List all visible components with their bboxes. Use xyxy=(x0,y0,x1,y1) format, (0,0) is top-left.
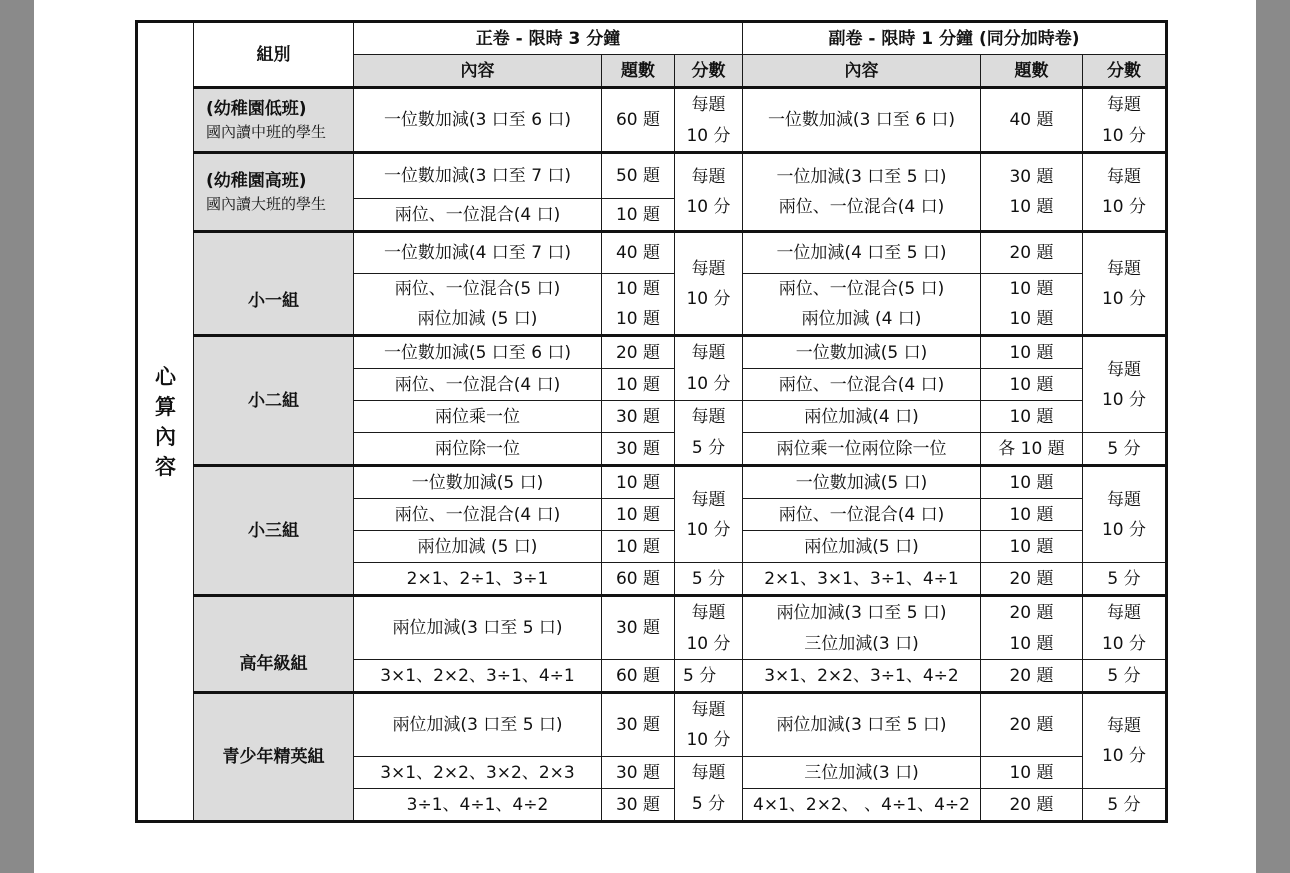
count-cell: 10 題 xyxy=(602,466,675,499)
content-line: 兩位、一位混合(4 口) xyxy=(778,197,945,217)
score-cell xyxy=(1083,693,1167,789)
score-cell xyxy=(675,232,743,336)
count-cell xyxy=(981,274,1083,336)
count-cell: 10 題 xyxy=(602,199,675,232)
score-cell: 10 分 xyxy=(675,120,743,153)
content-line: 兩位加減 (5 口) xyxy=(417,309,538,329)
content-cell: 4×1、2×2、 、4÷1、4÷2 xyxy=(743,789,981,822)
score-line: 每題 xyxy=(1107,258,1141,279)
score-cell: 每題 xyxy=(675,401,743,433)
count-cell: 20 題 xyxy=(981,693,1083,757)
score-line: 10 分 xyxy=(686,288,731,309)
count-cell: 20 題 xyxy=(981,596,1083,629)
group-note: 國內讀中班的學生 xyxy=(206,123,327,141)
group-youth-elite: 青少年精英組 xyxy=(194,693,354,822)
score-cell xyxy=(1083,232,1167,336)
count-cell xyxy=(981,153,1083,232)
group-senior: 高年級組 xyxy=(194,596,354,693)
score-cell: 5 分 xyxy=(1083,660,1167,693)
score-line: 10 分 xyxy=(1101,746,1147,766)
content-cell: 3×1、2×2、3÷1、4÷2 xyxy=(743,660,981,693)
content-line: 兩位、一位混合(5 口) xyxy=(394,279,561,299)
group-note: 國內讀大班的學生 xyxy=(206,195,327,213)
content-cell: 3÷1、4÷1、4÷2 xyxy=(354,789,602,822)
count-cell: 各 10 題 xyxy=(981,433,1083,466)
content-cell: 3×1、2×2、3×2、2×3 xyxy=(354,757,602,789)
count-cell: 20 題 xyxy=(602,336,675,369)
score-cell: 10 分 xyxy=(1083,120,1167,153)
score-cell: 每題 xyxy=(1083,88,1167,121)
content-cell: 兩位加減(3 口至 5 口) xyxy=(743,596,981,629)
score-line: 每題 xyxy=(691,167,726,187)
score-line: 10 分 xyxy=(1101,197,1147,217)
count-cell: 30 題 xyxy=(602,401,675,433)
score-cell: 每題 xyxy=(675,757,743,789)
score-cell xyxy=(1083,466,1167,563)
count-cell: 10 題 xyxy=(981,531,1083,563)
header-main-content: 內容 xyxy=(354,55,602,88)
count-line: 10 題 xyxy=(1009,279,1054,299)
count-cell: 30 題 xyxy=(602,433,675,466)
header-sub-count: 題數 xyxy=(981,55,1083,88)
count-cell: 40 題 xyxy=(981,88,1083,153)
count-cell: 10 題 xyxy=(981,466,1083,499)
score-cell: 10 分 xyxy=(1083,628,1167,660)
content-cell xyxy=(354,274,602,336)
header-main-score: 分數 xyxy=(675,55,743,88)
score-cell: 10 分 xyxy=(675,628,743,660)
count-cell: 50 題 xyxy=(602,153,675,199)
group-k1 xyxy=(194,88,354,153)
content-line: 兩位、一位混合(5 口) xyxy=(778,279,945,299)
score-cell: 5 分 xyxy=(675,433,743,466)
count-cell: 10 題 xyxy=(981,369,1083,401)
group-p1: 小一組 xyxy=(194,232,354,336)
score-cell: 5 分 xyxy=(1083,563,1167,596)
count-cell: 10 題 xyxy=(981,757,1083,789)
score-line: 每題 xyxy=(1107,167,1141,187)
count-cell: 30 題 xyxy=(602,789,675,822)
score-line: 10 分 xyxy=(1101,288,1147,309)
count-cell: 20 題 xyxy=(981,563,1083,596)
content-cell: 兩位、一位混合(4 口) xyxy=(354,499,602,531)
content-cell: 2×1、3×1、3÷1、4÷1 xyxy=(743,563,981,596)
content-cell: 一位數加減(3 口至 6 口) xyxy=(354,88,602,153)
score-cell: 5 分 xyxy=(1083,433,1167,466)
score-line: 每題 xyxy=(1107,359,1141,380)
score-cell: 5 分 xyxy=(675,660,743,693)
content-cell: 三位加減(3 口) xyxy=(743,628,981,660)
score-line: 10 分 xyxy=(686,730,731,750)
count-cell xyxy=(602,274,675,336)
score-cell: 每題 xyxy=(675,596,743,629)
content-cell: 兩位乘一位 xyxy=(354,401,602,433)
group-p3: 小三組 xyxy=(194,466,354,596)
content-cell: 兩位加減 (5 口) xyxy=(354,531,602,563)
score-line: 10 分 xyxy=(1101,519,1147,540)
score-line: 每題 xyxy=(1107,489,1141,510)
score-line: 10 分 xyxy=(686,197,731,217)
content-cell: 一位數加減(3 口至 7 口) xyxy=(354,153,602,199)
content-cell: 兩位乘一位兩位除一位 xyxy=(743,433,981,466)
content-cell: 兩位除一位 xyxy=(354,433,602,466)
score-line: 每題 xyxy=(1107,716,1141,736)
content-cell: 2×1、2÷1、3÷1 xyxy=(354,563,602,596)
score-cell: 每題 xyxy=(1083,596,1167,629)
score-cell xyxy=(1083,336,1167,433)
count-line: 10 題 xyxy=(1009,197,1054,217)
content-cell: 一位數加減(5 口至 6 口) xyxy=(354,336,602,369)
count-cell: 40 題 xyxy=(602,232,675,274)
count-cell: 10 題 xyxy=(981,499,1083,531)
score-cell xyxy=(675,693,743,757)
score-cell: 5 分 xyxy=(675,563,743,596)
header-sub-paper: 副卷 - 限時 1 分鐘 (同分加時卷) xyxy=(743,22,1167,55)
content-line: 一位加減(3 口至 5 口) xyxy=(776,167,947,187)
count-cell: 10 題 xyxy=(981,628,1083,660)
content-cell: 兩位、一位混合(4 口) xyxy=(743,369,981,401)
content-cell: 兩位加減(3 口至 5 口) xyxy=(743,693,981,757)
score-cell: 每題 xyxy=(675,336,743,369)
score-cell xyxy=(1083,153,1167,232)
count-cell: 10 題 xyxy=(602,531,675,563)
score-cell: 5 分 xyxy=(675,789,743,822)
content-cell: 一位數加減(5 口) xyxy=(743,336,981,369)
group-name: (幼稚園低班) xyxy=(206,99,307,119)
content-cell: 一位數加減(5 口) xyxy=(743,466,981,499)
header-main-paper: 正卷 - 限時 3 分鐘 xyxy=(354,22,743,55)
score-line: 10 分 xyxy=(686,519,731,540)
score-line: 每題 xyxy=(691,700,726,720)
content-cell: 兩位、一位混合(4 口) xyxy=(354,199,602,232)
score-cell xyxy=(675,153,743,232)
content-cell: 兩位加減(4 口) xyxy=(743,401,981,433)
header-group: 組別 xyxy=(194,22,354,88)
count-cell: 20 題 xyxy=(981,789,1083,822)
count-cell: 10 題 xyxy=(602,499,675,531)
group-p2: 小二組 xyxy=(194,336,354,466)
score-line: 10 分 xyxy=(1101,389,1147,410)
group-k2 xyxy=(194,153,354,232)
content-cell: 一位數加減(3 口至 6 口) xyxy=(743,88,981,153)
content-cell: 兩位加減(5 口) xyxy=(743,531,981,563)
score-line: 每題 xyxy=(691,489,726,510)
count-cell: 20 題 xyxy=(981,660,1083,693)
count-line: 10 題 xyxy=(1009,309,1054,329)
content-cell: 一位數加減(5 口) xyxy=(354,466,602,499)
header-sub-score: 分數 xyxy=(1083,55,1167,88)
side-label-text: 心算內容 xyxy=(155,364,176,479)
score-cell: 每題 xyxy=(675,88,743,121)
count-cell: 30 題 xyxy=(602,596,675,660)
count-line: 30 題 xyxy=(1009,167,1054,187)
content-line: 兩位加減 (4 口) xyxy=(801,309,922,329)
count-line: 10 題 xyxy=(615,279,661,299)
count-cell: 60 題 xyxy=(602,660,675,693)
score-cell xyxy=(675,466,743,563)
content-cell: 兩位、一位混合(4 口) xyxy=(743,499,981,531)
content-cell: 三位加減(3 口) xyxy=(743,757,981,789)
content-cell xyxy=(743,153,981,232)
side-label xyxy=(137,22,194,822)
mental-arithmetic-table xyxy=(135,20,1168,823)
content-cell: 一位數加減(4 口至 7 口) xyxy=(354,232,602,274)
content-cell xyxy=(743,274,981,336)
count-cell: 60 題 xyxy=(602,88,675,153)
count-cell: 20 題 xyxy=(981,232,1083,274)
header-main-count: 題數 xyxy=(602,55,675,88)
score-cell: 10 分 xyxy=(675,369,743,401)
count-line: 10 題 xyxy=(615,309,661,329)
content-cell: 3×1、2×2、3÷1、4÷1 xyxy=(354,660,602,693)
score-line: 每題 xyxy=(691,258,726,279)
group-name: (幼稚園高班) xyxy=(206,171,307,191)
score-cell: 5 分 xyxy=(1083,789,1167,822)
content-cell: 兩位加減(3 口至 5 口) xyxy=(354,693,602,757)
count-cell: 30 題 xyxy=(602,693,675,757)
count-cell: 10 題 xyxy=(602,369,675,401)
count-cell: 10 題 xyxy=(981,401,1083,433)
count-cell: 60 題 xyxy=(602,563,675,596)
count-cell: 10 題 xyxy=(981,336,1083,369)
content-cell: 兩位加減(3 口至 5 口) xyxy=(354,596,602,660)
content-cell: 兩位、一位混合(4 口) xyxy=(354,369,602,401)
content-cell: 一位加減(4 口至 5 口) xyxy=(743,232,981,274)
count-cell: 30 題 xyxy=(602,757,675,789)
header-sub-content: 內容 xyxy=(743,55,981,88)
